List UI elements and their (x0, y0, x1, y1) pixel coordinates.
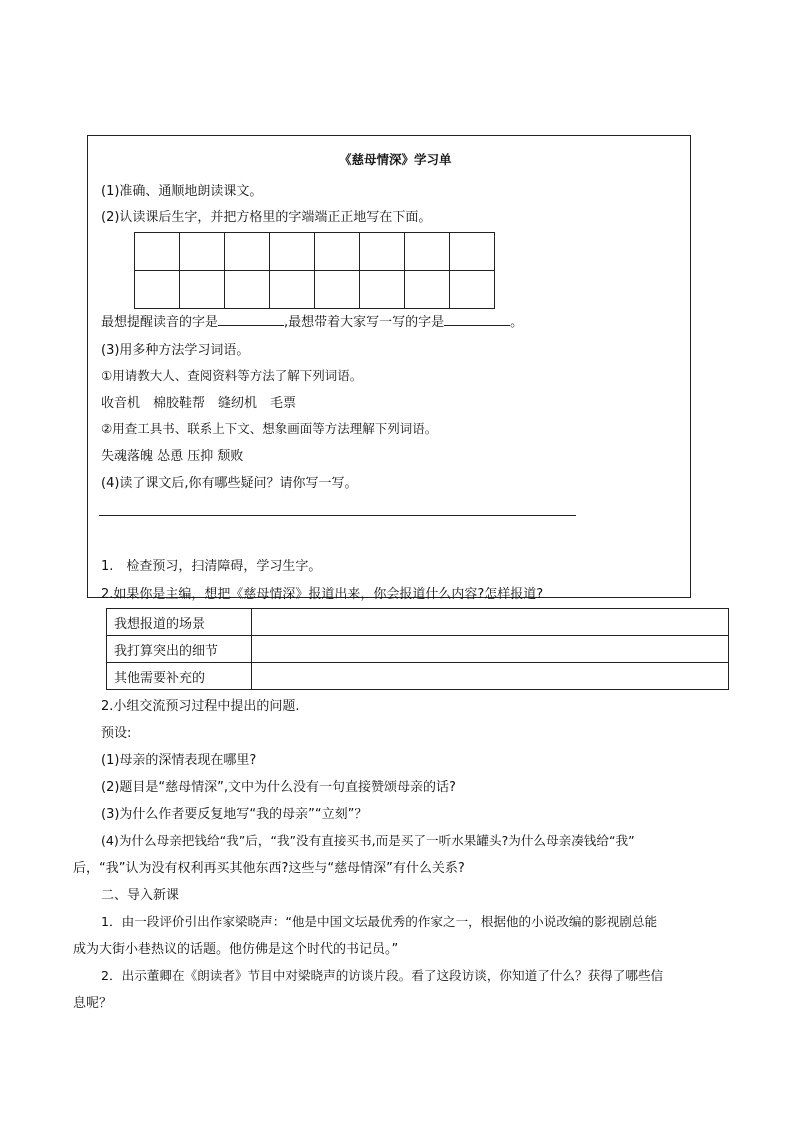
table-row (107, 609, 729, 636)
word-list-one: 收音机 棉胶鞋帮 缝纫机 毛票 (101, 396, 297, 411)
grid-cell[interactable] (135, 233, 180, 271)
grid-cell[interactable] (225, 271, 270, 309)
reminder-prompt-pronunciation: 最想提醒读音的字是 (101, 315, 219, 330)
grid-cell[interactable] (450, 233, 495, 271)
preset-label: 预设: (101, 726, 132, 741)
character-writing-grid[interactable] (134, 232, 495, 309)
row-value-detail[interactable] (252, 636, 729, 663)
question-three: (3)为什么作者要反复地写“我的母亲”“立刻”？ (101, 807, 368, 822)
pronunciation-blank[interactable] (218, 313, 284, 326)
grid-cell[interactable] (360, 233, 405, 271)
question-four-line2: 后，“我”认为没有权利再买其他东西?这些与“慈母情深”有什么关系? (73, 861, 465, 876)
task-learn-words: (3)用多种方法学习词语。 (101, 343, 250, 358)
row-label-scene: 我想报道的场景 (107, 609, 252, 636)
table-row (107, 636, 729, 663)
report-plan-table (106, 608, 729, 690)
grid-cell[interactable] (360, 271, 405, 309)
table-row (107, 663, 729, 690)
task-read-aloud: (1)准确、通顺地朗读课文。 (101, 184, 263, 199)
task-questions: (4)读了课文后,你有哪些疑问？请你写一写。 (101, 476, 358, 491)
task-write-characters: (2)认读课后生字，并把方格里的字端端正正地写在下面。 (101, 210, 432, 225)
method-two: ②用查工具书、联系上下文、想象画面等方法理解下列词语。 (101, 421, 438, 436)
question-one: (1)母亲的深情表现在哪里? (101, 753, 257, 768)
study-sheet-title: 《慈母情深》学习单 (339, 152, 452, 167)
grid-cell[interactable] (405, 233, 450, 271)
row-label-other: 其他需要补充的 (107, 663, 252, 690)
row-label-detail: 我打算突出的细节 (107, 636, 252, 663)
group-discussion: 2.小组交流预习过程中提出的问题. (101, 699, 300, 714)
step-one: 1. 检查预习，扫清障碍，学习生字。 (101, 559, 322, 574)
question-two: (2)题目是“慈母情深”,文中为什么没有一句直接赞颂母亲的话? (101, 780, 456, 795)
intro-step-two-line1: 2．出示董卿在《朗读者》节目中对梁晓声的访谈片段。看了这段访谈，你知道了什么？获得了哪些信 (101, 968, 664, 983)
grid-cell[interactable] (180, 271, 225, 309)
grid-cell[interactable] (270, 233, 315, 271)
question-four-line1: (4)为什么母亲把钱给“我”后，“我”没有直接买书,而是买了一听水果罐头?为什么母亲凑钱给“我” (101, 833, 635, 848)
answer-line[interactable] (99, 515, 576, 516)
reminder-prompt-writing: ,最想带着大家写一写的字是 (284, 315, 445, 330)
grid-cell[interactable] (180, 233, 225, 271)
section-heading-introduction: 二、导入新课 (101, 888, 180, 903)
writing-blank[interactable] (444, 313, 510, 326)
intro-step-one-line1: 1．由一段评价引出作家梁晓声：“他是中国文坛最优秀的作家之一，根据他的小说改编的影视剧总能 (101, 914, 658, 929)
grid-cell[interactable] (135, 271, 180, 309)
grid-cell[interactable] (225, 233, 270, 271)
row-value-other[interactable] (252, 663, 729, 690)
reminder-end: 。 (510, 315, 524, 330)
intro-step-two-line2: 息呢？ (73, 996, 113, 1011)
grid-cell[interactable] (450, 271, 495, 309)
word-list-two: 失魂落魄 怂恿 压抑 颓败 (101, 449, 244, 464)
grid-cell[interactable] (270, 271, 315, 309)
grid-cell[interactable] (405, 271, 450, 309)
method-one: ①用请教大人、查阅资料等方法了解下列词语。 (101, 368, 363, 383)
row-value-scene[interactable] (252, 609, 729, 636)
reminder-line (101, 311, 523, 330)
grid-cell[interactable] (315, 233, 360, 271)
step-two: 2.如果你是主编，想把《慈母情深》报道出来，你会报道什么内容?怎样报道? (101, 587, 544, 602)
grid-cell[interactable] (315, 271, 360, 309)
intro-step-one-line2: 成为大街小巷热议的话题。他仿佛是这个时代的书记员。” (73, 942, 399, 957)
